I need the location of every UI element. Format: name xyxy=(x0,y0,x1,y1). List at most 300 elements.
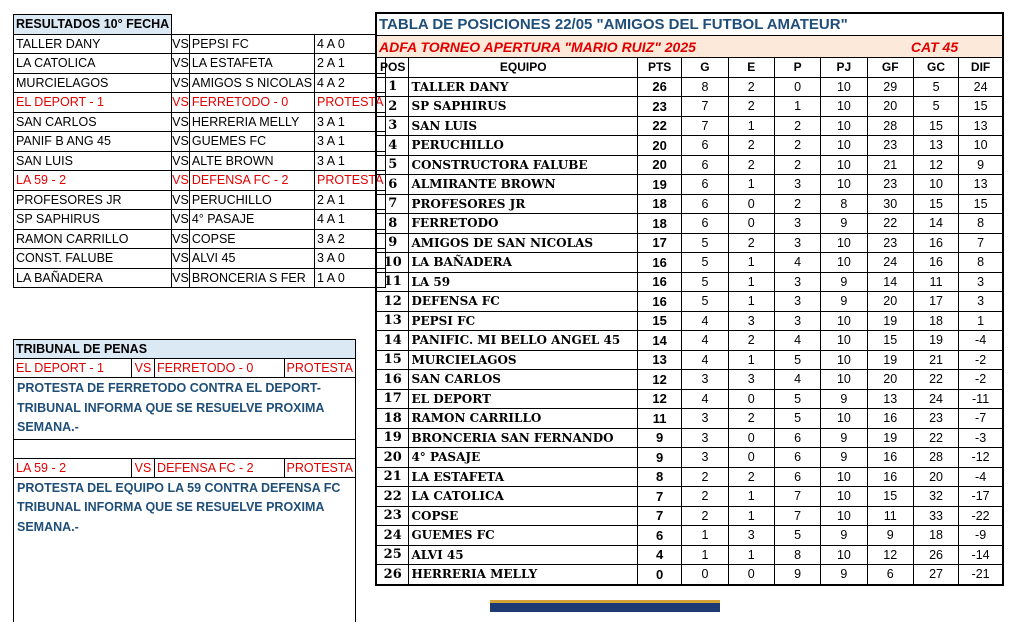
result-away-team: ALTE BROWN xyxy=(189,151,314,171)
standings-cell-team: FERRETODO xyxy=(409,214,638,234)
standings-cell-g: 1 xyxy=(682,545,728,565)
standings-row xyxy=(376,155,1003,175)
standings-cell-dif: 8 xyxy=(959,253,1003,273)
tribunal-home: LA 59 - 2 xyxy=(14,458,132,477)
standings-cell-e: 1 xyxy=(728,506,774,526)
standings-cell-pts: 16 xyxy=(637,253,681,273)
standings-cell-p: 0 xyxy=(774,77,820,97)
standings-cell-gf: 29 xyxy=(867,77,913,97)
result-home-team: RAMON CARRILLO xyxy=(14,229,172,249)
standings-title: TABLA DE POSICIONES 22/05 "AMIGOS DEL FUTBOL AMATEUR" xyxy=(376,13,1003,36)
standings-cell-team: MURCIELAGOS xyxy=(409,350,638,370)
standings-cell-gc: 21 xyxy=(913,350,958,370)
standings-cell-p: 2 xyxy=(774,155,820,175)
standings-cell-pts: 15 xyxy=(637,311,681,331)
standings-cell-dif: -3 xyxy=(959,428,1003,448)
standings-cell-pos: 1 xyxy=(376,77,409,97)
standings-cell-team: PANIFIC. MI BELLO ANGEL 45 xyxy=(409,331,638,351)
standings-cell-pos: 13 xyxy=(376,311,409,331)
standings-row xyxy=(376,292,1003,312)
standings-cell-pos: 5 xyxy=(376,155,409,175)
standings-cell-e: 0 xyxy=(728,389,774,409)
standings-cell-pts: 16 xyxy=(637,272,681,292)
standings-cell-p: 3 xyxy=(774,214,820,234)
standings-cell-pj: 10 xyxy=(821,467,867,487)
result-away-team: BRONCERIA S FER xyxy=(189,268,314,288)
standings-cell-p: 3 xyxy=(774,311,820,331)
standings-cell-pos: 10 xyxy=(376,253,409,273)
column-header-p: P xyxy=(774,58,820,78)
standings-cell-e: 1 xyxy=(728,292,774,312)
result-row xyxy=(14,112,386,132)
column-header-pos: POS xyxy=(376,58,409,78)
standings-cell-pos: 11 xyxy=(376,272,409,292)
standings-cell-g: 6 xyxy=(682,214,728,234)
standings-cell-gc: 11 xyxy=(913,272,958,292)
standings-cell-dif: 8 xyxy=(959,214,1003,234)
result-score: 1 A 0 xyxy=(315,268,386,288)
standings-cell-gf: 20 xyxy=(867,292,913,312)
standings-cell-pos: 26 xyxy=(376,565,409,585)
standings-cell-g: 2 xyxy=(682,467,728,487)
result-vs: VS xyxy=(172,171,190,191)
standings-cell-team: RAMON CARRILLO xyxy=(409,409,638,429)
standings-row xyxy=(376,272,1003,292)
standings-cell-gf: 22 xyxy=(867,214,913,234)
standings-cell-g: 7 xyxy=(682,97,728,117)
standings-cell-pj: 10 xyxy=(821,331,867,351)
standings-cell-dif: 3 xyxy=(959,272,1003,292)
standings-cell-e: 2 xyxy=(728,97,774,117)
category-label: CAT 45 xyxy=(867,36,1003,58)
tribunal-home: EL DEPORT - 1 xyxy=(14,359,132,378)
standings-row xyxy=(376,428,1003,448)
standings-cell-e: 3 xyxy=(728,526,774,546)
standings-cell-gf: 30 xyxy=(867,194,913,214)
standings-cell-pos: 14 xyxy=(376,331,409,351)
standings-cell-gc: 28 xyxy=(913,448,958,468)
standings-cell-pts: 26 xyxy=(637,77,681,97)
standings-cell-gf: 23 xyxy=(867,233,913,253)
standings-cell-g: 5 xyxy=(682,292,728,312)
standings-cell-gf: 19 xyxy=(867,428,913,448)
standings-cell-pos: 17 xyxy=(376,389,409,409)
standings-cell-g: 4 xyxy=(682,389,728,409)
standings-cell-team: CONSTRUCTORA FALUBE xyxy=(409,155,638,175)
column-header-gf: GF xyxy=(867,58,913,78)
standings-cell-g: 6 xyxy=(682,175,728,195)
result-home-team: EL DEPORT - 1 xyxy=(14,93,172,113)
standings-cell-e: 2 xyxy=(728,233,774,253)
standings-cell-team: DEFENSA FC xyxy=(409,292,638,312)
standings-cell-g: 4 xyxy=(682,331,728,351)
standings-cell-p: 5 xyxy=(774,350,820,370)
result-home-team: PROFESORES JR xyxy=(14,190,172,210)
standings-cell-gf: 23 xyxy=(867,175,913,195)
standings-cell-pts: 17 xyxy=(637,233,681,253)
standings-row xyxy=(376,487,1003,507)
standings-cell-team: SP SAPHIRUS xyxy=(409,97,638,117)
result-away-team: 4° PASAJE xyxy=(189,210,314,230)
standings-cell-dif: -4 xyxy=(959,331,1003,351)
standings-cell-gf: 20 xyxy=(867,370,913,390)
standings-cell-team: BRONCERIA SAN FERNANDO xyxy=(409,428,638,448)
standings-row xyxy=(376,506,1003,526)
result-vs: VS xyxy=(172,190,190,210)
result-home-team: TALLER DANY xyxy=(14,34,172,54)
standings-cell-p: 4 xyxy=(774,253,820,273)
standings-cell-g: 5 xyxy=(682,272,728,292)
standings-cell-gc: 24 xyxy=(913,389,958,409)
result-score: 4 A 1 xyxy=(315,210,386,230)
result-vs: VS xyxy=(172,73,190,93)
standings-cell-g: 0 xyxy=(682,565,728,585)
standings-cell-g: 6 xyxy=(682,155,728,175)
standings-cell-e: 3 xyxy=(728,311,774,331)
standings-cell-pj: 10 xyxy=(821,253,867,273)
standings-cell-p: 5 xyxy=(774,526,820,546)
result-score: PROTESTA xyxy=(315,171,386,191)
standings-cell-team: AMIGOS DE SAN NICOLAS xyxy=(409,233,638,253)
standings-cell-dif: 15 xyxy=(959,194,1003,214)
tribunal-note-row xyxy=(14,378,356,440)
standings-cell-e: 1 xyxy=(728,272,774,292)
standings-row xyxy=(376,331,1003,351)
standings-cell-team: TALLER DANY xyxy=(409,77,638,97)
result-vs: VS xyxy=(172,151,190,171)
tribunal-away: DEFENSA FC - 2 xyxy=(155,458,284,477)
result-vs: VS xyxy=(172,132,190,152)
standings-cell-team: LA CATOLICA xyxy=(409,487,638,507)
result-away-team: COPSE xyxy=(189,229,314,249)
standings-cell-e: 2 xyxy=(728,331,774,351)
tribunal-vs: VS xyxy=(131,458,154,477)
standings-cell-p: 6 xyxy=(774,428,820,448)
tribunal-note-row xyxy=(14,477,356,538)
tribunal-case-row xyxy=(14,458,356,477)
standings-cell-pts: 13 xyxy=(637,350,681,370)
result-score: 2 A 1 xyxy=(315,54,386,74)
standings-cell-p: 7 xyxy=(774,487,820,507)
standings-cell-pts: 9 xyxy=(637,448,681,468)
standings-cell-dif: -4 xyxy=(959,467,1003,487)
standings-cell-gc: 15 xyxy=(913,116,958,136)
standings-cell-gf: 20 xyxy=(867,97,913,117)
standings-cell-pts: 7 xyxy=(637,487,681,507)
standings-cell-pj: 10 xyxy=(821,155,867,175)
standings-cell-e: 0 xyxy=(728,448,774,468)
result-home-team: SAN CARLOS xyxy=(14,112,172,132)
tribunal-away: FERRETODO - 0 xyxy=(155,359,284,378)
standings-cell-pts: 19 xyxy=(637,175,681,195)
standings-cell-dif: -2 xyxy=(959,350,1003,370)
standings-cell-pos: 18 xyxy=(376,409,409,429)
standings-cell-gc: 22 xyxy=(913,428,958,448)
tribunal-note xyxy=(14,378,356,440)
standings-cell-pos: 9 xyxy=(376,233,409,253)
standings-cell-pj: 10 xyxy=(821,116,867,136)
result-row xyxy=(14,54,386,74)
result-away-team: LA ESTAFETA xyxy=(189,54,314,74)
standings-cell-gc: 14 xyxy=(913,214,958,234)
standings-cell-pos: 6 xyxy=(376,175,409,195)
standings-cell-pj: 9 xyxy=(821,565,867,585)
result-away-team: FERRETODO - 0 xyxy=(189,93,314,113)
result-home-team: SAN LUIS xyxy=(14,151,172,171)
standings-cell-pos: 21 xyxy=(376,467,409,487)
standings-cell-pos: 4 xyxy=(376,136,409,156)
standings-cell-pj: 10 xyxy=(821,545,867,565)
standings-cell-pts: 7 xyxy=(637,506,681,526)
standings-cell-g: 2 xyxy=(682,506,728,526)
standings-cell-gf: 16 xyxy=(867,448,913,468)
standings-cell-pj: 10 xyxy=(821,370,867,390)
standings-row xyxy=(376,565,1003,585)
standings-cell-gc: 10 xyxy=(913,175,958,195)
standings-cell-g: 2 xyxy=(682,487,728,507)
standings-cell-p: 5 xyxy=(774,409,820,429)
result-vs: VS xyxy=(172,54,190,74)
result-row xyxy=(14,229,386,249)
result-score: 4 A 0 xyxy=(315,34,386,54)
standings-cell-e: 1 xyxy=(728,116,774,136)
results-header-row xyxy=(14,15,386,35)
standings-cell-gc: 13 xyxy=(913,136,958,156)
standings-cell-p: 2 xyxy=(774,136,820,156)
standings-cell-pj: 10 xyxy=(821,97,867,117)
standings-cell-gc: 27 xyxy=(913,565,958,585)
result-score: 3 A 1 xyxy=(315,132,386,152)
result-vs: VS xyxy=(172,93,190,113)
standings-cell-e: 0 xyxy=(728,565,774,585)
tribunal-note xyxy=(14,477,356,538)
standings-cell-e: 2 xyxy=(728,409,774,429)
column-header-pts: PTS xyxy=(637,58,681,78)
standings-cell-pts: 8 xyxy=(637,467,681,487)
standings-cell-team: PERUCHILLO xyxy=(409,136,638,156)
tribunal-status: PROTESTA xyxy=(284,458,356,477)
standings-cell-dif: 7 xyxy=(959,233,1003,253)
standings-cell-team: LA ESTAFETA xyxy=(409,467,638,487)
standings-cell-p: 3 xyxy=(774,175,820,195)
result-row xyxy=(14,151,386,171)
standings-cell-p: 8 xyxy=(774,545,820,565)
result-score: 3 A 1 xyxy=(315,151,386,171)
standings-cell-gc: 20 xyxy=(913,467,958,487)
standings-cell-pos: 2 xyxy=(376,97,409,117)
result-home-team: LA 59 - 2 xyxy=(14,171,172,191)
standings-cell-gf: 19 xyxy=(867,350,913,370)
standings-cell-pos: 16 xyxy=(376,370,409,390)
standings-cell-dif: 15 xyxy=(959,97,1003,117)
standings-cell-pj: 9 xyxy=(821,389,867,409)
result-away-team: DEFENSA FC - 2 xyxy=(189,171,314,191)
standings-cell-dif: -11 xyxy=(959,389,1003,409)
standings-cell-g: 4 xyxy=(682,350,728,370)
result-away-team: GUEMES FC xyxy=(189,132,314,152)
standings-cell-gf: 24 xyxy=(867,253,913,273)
standings-cell-gf: 12 xyxy=(867,545,913,565)
standings-cell-p: 4 xyxy=(774,331,820,351)
result-score: 3 A 1 xyxy=(315,112,386,132)
result-away-team: PEPSI FC xyxy=(189,34,314,54)
standings-header-row xyxy=(376,58,1003,78)
standings-cell-gf: 9 xyxy=(867,526,913,546)
standings-cell-gc: 16 xyxy=(913,253,958,273)
standings-row xyxy=(376,467,1003,487)
standings-row xyxy=(376,194,1003,214)
standings-cell-pts: 12 xyxy=(637,370,681,390)
standings-cell-pts: 18 xyxy=(637,214,681,234)
standings-cell-e: 1 xyxy=(728,253,774,273)
standings-cell-g: 6 xyxy=(682,194,728,214)
standings-cell-pj: 10 xyxy=(821,175,867,195)
tribunal-table xyxy=(13,339,356,622)
tournament-name: ADFA TORNEO APERTURA "MARIO RUIZ" 2025 xyxy=(376,36,867,58)
standings-cell-dif: -9 xyxy=(959,526,1003,546)
column-header-gc: GC xyxy=(913,58,958,78)
tribunal-case-row xyxy=(14,359,356,378)
standings-cell-pos: 25 xyxy=(376,545,409,565)
standings-cell-g: 5 xyxy=(682,233,728,253)
standings-cell-pts: 16 xyxy=(637,292,681,312)
standings-cell-team: PROFESORES JR xyxy=(409,194,638,214)
standings-cell-p: 6 xyxy=(774,467,820,487)
result-score: 2 A 1 xyxy=(315,190,386,210)
standings-cell-pts: 20 xyxy=(637,155,681,175)
standings-cell-p: 3 xyxy=(774,292,820,312)
standings-row xyxy=(376,97,1003,117)
standings-cell-team: LA BAÑADERA xyxy=(409,253,638,273)
standings-cell-e: 1 xyxy=(728,545,774,565)
result-vs: VS xyxy=(172,249,190,269)
standings-row xyxy=(376,136,1003,156)
standings-subtitle-row xyxy=(376,36,1003,58)
standings-cell-g: 1 xyxy=(682,526,728,546)
standings-cell-p: 3 xyxy=(774,272,820,292)
tribunal-note-line: SEMANA.- xyxy=(17,420,79,434)
standings-cell-team: ALVI 45 xyxy=(409,545,638,565)
standings-cell-pts: 22 xyxy=(637,116,681,136)
standings-cell-gf: 6 xyxy=(867,565,913,585)
tribunal-empty-area xyxy=(14,538,356,622)
result-away-team: HERRERIA MELLY xyxy=(189,112,314,132)
standings-row xyxy=(376,116,1003,136)
standings-cell-pts: 12 xyxy=(637,389,681,409)
standings-cell-team: COPSE xyxy=(409,506,638,526)
standings-cell-p: 1 xyxy=(774,97,820,117)
result-home-team: LA BAÑADERA xyxy=(14,268,172,288)
result-home-team: PANIF B ANG 45 xyxy=(14,132,172,152)
standings-cell-gc: 19 xyxy=(913,331,958,351)
standings-cell-gf: 15 xyxy=(867,331,913,351)
standings-cell-gf: 11 xyxy=(867,506,913,526)
standings-cell-p: 7 xyxy=(774,506,820,526)
standings-cell-pj: 9 xyxy=(821,448,867,468)
tribunal-title: TRIBUNAL DE PENAS xyxy=(14,340,356,359)
column-header-e: E xyxy=(728,58,774,78)
result-away-team: PERUCHILLO xyxy=(189,190,314,210)
standings-cell-e: 2 xyxy=(728,77,774,97)
tribunal-note-line: SEMANA.- xyxy=(17,519,79,534)
standings-cell-pj: 8 xyxy=(821,194,867,214)
standings-cell-dif: 24 xyxy=(959,77,1003,97)
standings-cell-dif: -22 xyxy=(959,506,1003,526)
standings-cell-gc: 22 xyxy=(913,370,958,390)
standings-cell-pj: 9 xyxy=(821,292,867,312)
standings-cell-pj: 10 xyxy=(821,350,867,370)
result-vs: VS xyxy=(172,268,190,288)
result-row xyxy=(14,190,386,210)
standings-cell-pts: 6 xyxy=(637,526,681,546)
standings-row xyxy=(376,175,1003,195)
standings-cell-dif: 9 xyxy=(959,155,1003,175)
standings-cell-dif: 13 xyxy=(959,116,1003,136)
standings-cell-pts: 14 xyxy=(637,331,681,351)
standings-cell-pj: 10 xyxy=(821,409,867,429)
standings-row xyxy=(376,526,1003,546)
result-row xyxy=(14,93,386,113)
standings-cell-g: 4 xyxy=(682,311,728,331)
result-row xyxy=(14,171,386,191)
standings-cell-gc: 33 xyxy=(913,506,958,526)
standings-cell-dif: 13 xyxy=(959,175,1003,195)
standings-cell-e: 1 xyxy=(728,350,774,370)
standings-cell-gf: 14 xyxy=(867,272,913,292)
result-row xyxy=(14,210,386,230)
result-score: 3 A 0 xyxy=(315,249,386,269)
result-row xyxy=(14,73,386,93)
standings-cell-pj: 10 xyxy=(821,77,867,97)
standings-cell-gc: 26 xyxy=(913,545,958,565)
standings-cell-pj: 9 xyxy=(821,214,867,234)
results-title: RESULTADOS 10° FECHA xyxy=(14,15,172,35)
standings-cell-p: 9 xyxy=(774,565,820,585)
standings-cell-g: 5 xyxy=(682,253,728,273)
standings-cell-gf: 16 xyxy=(867,409,913,429)
standings-cell-gc: 12 xyxy=(913,155,958,175)
standings-cell-team: ALMIRANTE BROWN xyxy=(409,175,638,195)
standings-cell-dif: -2 xyxy=(959,370,1003,390)
standings-cell-gf: 15 xyxy=(867,487,913,507)
result-vs: VS xyxy=(172,210,190,230)
result-away-team: ALVI 45 xyxy=(189,249,314,269)
result-row xyxy=(14,132,386,152)
column-header-g: G xyxy=(682,58,728,78)
standings-cell-team: GUEMES FC xyxy=(409,526,638,546)
standings-table xyxy=(375,12,1004,586)
result-home-team: SP SAPHIRUS xyxy=(14,210,172,230)
standings-cell-pj: 10 xyxy=(821,487,867,507)
standings-cell-p: 6 xyxy=(774,448,820,468)
standings-cell-gc: 16 xyxy=(913,233,958,253)
result-away-team: AMIGOS S NICOLAS xyxy=(189,73,314,93)
standings-cell-dif: -14 xyxy=(959,545,1003,565)
standings-cell-pj: 9 xyxy=(821,272,867,292)
standings-cell-gf: 28 xyxy=(867,116,913,136)
tribunal-note-line: PROTESTA DEL EQUIPO LA 59 CONTRA DEFENSA FC xyxy=(17,480,341,495)
standings-title-row xyxy=(376,13,1003,36)
result-row xyxy=(14,268,386,288)
standings-cell-p: 2 xyxy=(774,194,820,214)
standings-row xyxy=(376,214,1003,234)
standings-cell-g: 3 xyxy=(682,409,728,429)
result-score: 3 A 2 xyxy=(315,229,386,249)
standings-cell-p: 4 xyxy=(774,370,820,390)
standings-cell-gc: 18 xyxy=(913,526,958,546)
standings-cell-pts: 23 xyxy=(637,97,681,117)
standings-cell-p: 3 xyxy=(774,233,820,253)
